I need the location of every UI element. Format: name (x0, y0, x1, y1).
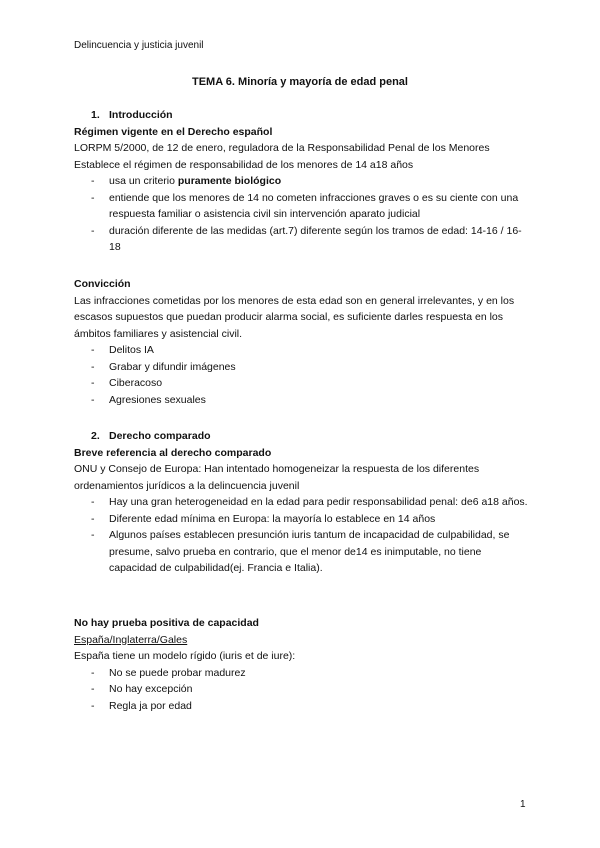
list-item: - No hay excepción (74, 681, 529, 698)
paragraph: Las infracciones cometidas por los menores de esta edad son en general irrelevantes, y en los escasos supuestos que puedan producir alarma social, es suficiente darles respuesta en los ámbitos familiares y asistencial civil. (74, 294, 515, 340)
list-item: - Regla ja por edad (74, 698, 529, 715)
section-heading-text: Derecho comparado (109, 430, 211, 442)
subheading: Breve referencia al derecho comparado (74, 446, 272, 459)
list-item: - Grabar y difundir imágenes (74, 359, 529, 376)
bullet-list (74, 494, 529, 577)
list-item: - Diferente edad mínima en Europa: la mayoría lo establece en 14 años (74, 511, 529, 528)
list-item: - Hay una gran heterogeneidad en la edad para pedir responsabilidad penal: de6 a18 años. (74, 494, 529, 511)
bullet-list (74, 665, 529, 715)
section-introduccion (74, 107, 529, 256)
bullet-list (74, 342, 529, 408)
emphasis-text: puramente biológico (177, 175, 282, 187)
list-item: - Agresiones sexuales (74, 392, 529, 409)
subheading: Convicción (74, 278, 131, 290)
list-item: - entiende que los menores de 14 no cometen infracciones graves o es su ciente con una respuesta familiar o asistencia civil sin intervención aparato judicial (74, 190, 529, 223)
subheading: No hay prueba positiva de capacidad (74, 617, 259, 629)
paragraph-line: Establece el régimen de responsabilidad de los menores de 14 a18 años (74, 158, 414, 171)
paragraph-line: LORPM 5/2000, de 12 de enero, reguladora de la Responsabilidad Penal de los Menores (74, 142, 490, 154)
list-item: - duración diferente de las medidas (art.7) diferente según los tramos de edad: 14-16 / 16-18 (74, 223, 529, 256)
underlined-label: España/Inglaterra/Gales (74, 633, 188, 646)
list-item-text: usa un criterio (109, 175, 178, 187)
section-heading-text: Introducción (109, 109, 173, 121)
section-heading (74, 428, 529, 445)
section-number: 1. (91, 109, 100, 121)
paragraph: España tiene un modelo rígido (iuris et de iure): (74, 650, 296, 662)
list-item: - Delitos IA (74, 342, 529, 359)
list-item: - Ciberacoso (74, 375, 529, 392)
section-prueba-capacidad (74, 615, 529, 714)
section-derecho-comparado (74, 428, 529, 577)
paragraph: ONU y Consejo de Europa: Han intentado homogeneizar la respuesta de los diferentes ordenamientos jurídicos a la delincuencia juvenil (74, 463, 480, 492)
page-number: 1 (520, 799, 526, 810)
subheading: Régimen vigente en el Derecho español (74, 125, 273, 138)
section-heading (74, 107, 529, 124)
list-item (74, 173, 529, 190)
bullet-list (74, 173, 529, 256)
document-title: TEMA 6. Minoría y mayoría de edad penal (192, 76, 408, 88)
list-item: - No se puede probar madurez (74, 665, 529, 682)
section-conviccion (74, 276, 529, 408)
list-item: - Algunos países establecen presunción iuris tantum de incapacidad de culpabilidad, se presume, salvo prueba en contrario, que el menor de14 es inimputable, no tiene capacidad de culpabilidad(ej. Francia e Italia). (74, 527, 529, 577)
running-header: Delincuencia y justicia juvenil (74, 40, 204, 51)
section-number: 2. (91, 430, 100, 442)
